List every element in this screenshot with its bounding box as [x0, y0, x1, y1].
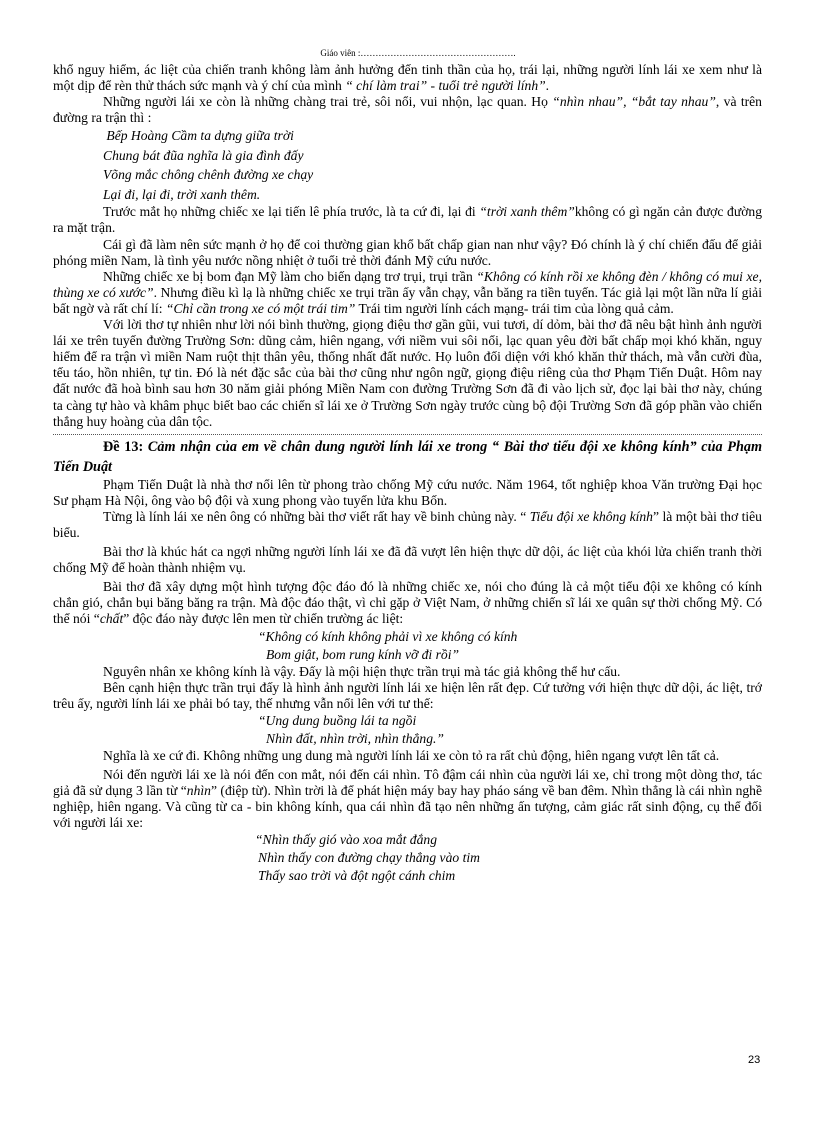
- quote: “trời xanh thêm”: [479, 204, 575, 220]
- text: ” độc đáo này được lên men từ chiến trường ác liệt:: [123, 611, 404, 627]
- paragraph: [53, 579, 762, 627]
- paragraph: Bên cạnh hiện thực trần trụi đấy là hình ảnh người lính lái xe hiện lên rất đẹp. Cứ tưởng với hiện thực dữ dội, ác liệt, trớ trêu ấy, người lính lái xe phải bó tay, thế nhưng vẫn nổi lên với tư thế:: [53, 679, 762, 711]
- text: Những người lái xe còn là những chàng trai trẻ, sôi nổi, vui nhộn, lạc quan. Họ: [103, 94, 553, 110]
- page-number: 23: [748, 1054, 761, 1066]
- poem-line: Nhìn đất, nhìn trời, nhìn thẳng.”: [266, 730, 444, 746]
- text: khổ nguy hiểm, ác liệt của chiến tranh không làm ảnh hưởng đến tinh thần của họ, trái lại, những người lính lái xe xem như là một dịp để rèn thử thách sức mạnh và ý chí của mình: [53, 62, 762, 94]
- poem-line: Võng mắc chông chênh đường xe chạy: [103, 167, 314, 183]
- text: , và trên đường ra trận thì :: [53, 94, 762, 126]
- quote: “Chỉ cần trong xe có một trái tim”: [165, 300, 356, 316]
- paragraph: [53, 62, 762, 94]
- text: ” là một bài thơ tiêu biểu.: [53, 508, 762, 540]
- quote: Tiểu đội xe không kính: [529, 508, 653, 524]
- paragraph: [53, 269, 762, 317]
- text: . Nhưng điều kì lạ là những chiếc xe trụi trần ấy vẫn chạy, vẫn băng ra tiền tuyến. Tác giả lại một lần nữa lí giải bất ngờ và rất chí lí:: [53, 284, 762, 316]
- document-body: [53, 62, 762, 885]
- poem-line: Lại đi, lại đi, trời xanh thêm.: [103, 186, 261, 202]
- paragraph: Phạm Tiến Duật là nhà thơ nổi lên từ phong trào chống Mỹ cứu nước. Năm 1964, tốt nghiệp khoa Văn trường Đại học Sư phạm Hà Nội, ông vào bộ đội và xung phong vào tuyến lửa khu Bốn.: [53, 476, 762, 508]
- text: không có gì ngăn cản được đường ra mặt trận.: [53, 204, 762, 236]
- heading-title: Cảm nhận của em về chân dung người lính lái xe trong “ Bài thơ tiểu đội xe không kính” của Phạm Tiến Duật: [53, 438, 762, 475]
- text: Trước mắt họ những chiếc xe lại tiến lê phía trước, là ta cứ đi, lại đi: [103, 204, 480, 220]
- paragraph: Nghĩa là xe cứ đi. Không những ung dung mà người lính lái xe còn tỏ ra rất chủ động, hiên ngang vượt lên tất cả.: [103, 747, 720, 763]
- page-header: Giáo viên :…………………………………………….: [320, 48, 516, 58]
- text: Từng là lính lái xe nên ông có những bài thơ viết rất hay về binh chủng này. “: [103, 508, 530, 524]
- poem-excerpt: [53, 831, 762, 885]
- poem-line: Thấy sao trời và đột ngột cánh chim: [258, 868, 456, 884]
- poem-line: “Ung dung buồng lái ta ngồi: [258, 712, 417, 728]
- poem-line: “Nhìn thấy gió vào xoa mắt đắng: [255, 832, 437, 848]
- quote: “nhìn nhau”, “bắt tay nhau”: [552, 94, 716, 110]
- quote: “ chí làm trai” - tuổi trẻ người lính”: [345, 78, 546, 94]
- quote: chất: [99, 611, 124, 627]
- text: Bài thơ đã xây dựng một hình tượng độc đáo đó là những chiếc xe, nói cho đúng là cả một tiểu đội xe không có kính chắn gió, chắn bụi băng băng ra trận. Mà độc đáo thật, vì chỉ gặp ở Việt Nam, ở những chiến sĩ lái xe quân sự thời chống Mỹ. Có thể nói “: [53, 579, 762, 627]
- paragraph: Nguyên nhân xe không kính là vậy. Đấy là mội hiện thực trần trụi mà tác giả không thể hư cấu.: [103, 663, 621, 679]
- poem-line: “Không có kính không phải vì xe không có kính: [258, 628, 518, 644]
- paragraph: Bài thơ là khúc hát ca ngợi những người lính lái xe đã đã vượt lên hiện thực dữ dội, ác liệt của khói lửa chiến tranh thời chống Mỹ để hoàn thành nhiệm vụ.: [53, 544, 762, 576]
- paragraph: [53, 509, 762, 541]
- paragraph: [53, 94, 762, 126]
- poem-excerpt: [53, 628, 762, 664]
- quote: “Không có kính rồi xe không đèn / không có mui xe, thùng xe có xước”: [53, 268, 762, 300]
- paragraph: Cái gì đã làm nên sức mạnh ở họ để coi thường gian khổ bất chấp gian nan như vậy? Đó chính là ý chí chiến đấu để giải phóng miền Nam, là tình yêu nước nồng nhiệt ở tuổi trẻ thời đánh Mỹ cứu nước.: [53, 236, 762, 268]
- poem-line: Bếp Hoàng Cầm ta dựng giữa trời: [103, 128, 294, 144]
- text: ” (điệp từ). Nhìn trời là để phát hiện máy bay hay pháo sáng về ban đêm. Nhìn thẳng là cái nhìn nghề nghiệp, hiên ngang. Và cũng từ ca - bin không kính, qua cái nhìn đã tạo nên những ấn tượng, cảm giác rất sinh động, cụ thể đối với người lái xe:: [53, 783, 762, 831]
- paragraph: [53, 204, 762, 236]
- quote: nhìn: [186, 783, 211, 798]
- paragraph: [53, 767, 762, 831]
- section-heading: [53, 437, 762, 477]
- poem-line: Chung bát đũa nghĩa là gia đình đấy: [103, 147, 304, 163]
- paragraph: Với lời thơ tự nhiên như lời nói bình thường, giọng điệu thơ gần gũi, vui tươi, dí dỏm, bài thơ đã nêu bật hình ảnh người lái xe trên tuyến đường Trường Sơn: dũng cảm, hiên ngang, với niềm vui sôi nổi, lạc quan yêu đời bất chấp mọi khó khăn, nguy hiểm để ra trận vì miền Nam ruột thịt thân yêu, thống nhất đất nước. Họ luôn đối diện với khó khăn thử thách, mà vẫn cười đùa, tếu táo, hồn nhiên, tự tin. Đó là nét đặc sắc của bài thơ cũng như ngôn ngữ, giọng điệu riêng của thơ Phạm Tiến Duật. Hôm nay đất nước đã hoà bình sau hơn 30 năm giải phóng Miền Nam con đường Trường Sơn đã đi vào lịch sử, đọc lại bài thơ này, chúng ta càng tự hào và khâm phục biết bao các chiến sĩ lái xe ở Trường Sơn ngày trước cùng bộ đội Trường Sơn đã góp phần vào chiến thắng huy hoàng của dân tộc.: [53, 317, 762, 429]
- text: Nói đến người lái xe là nói đến con mắt, nói đến cái nhìn. Tô đậm cái nhìn của người lái xe, chỉ trong một dòng thơ, tác giả đã sử dụng 3 lần từ “: [53, 766, 762, 798]
- poem-line: Nhìn thấy con đường chạy thẳng vào tim: [258, 850, 480, 866]
- section-divider: [53, 434, 762, 435]
- text: .: [545, 78, 550, 94]
- text: Trái tim người lính cách mạng- trái tim của lòng quả cảm.: [355, 300, 674, 316]
- poem-line: Bom giật, bom rung kính vỡ đi rồi”: [266, 646, 460, 662]
- heading-label: Đề 13:: [103, 438, 148, 455]
- poem-excerpt: [53, 126, 762, 204]
- text: Những chiếc xe bị bom đạn Mỹ làm cho biến dạng trơ trụi, trụi trần: [103, 268, 477, 284]
- poem-excerpt: [53, 712, 762, 748]
